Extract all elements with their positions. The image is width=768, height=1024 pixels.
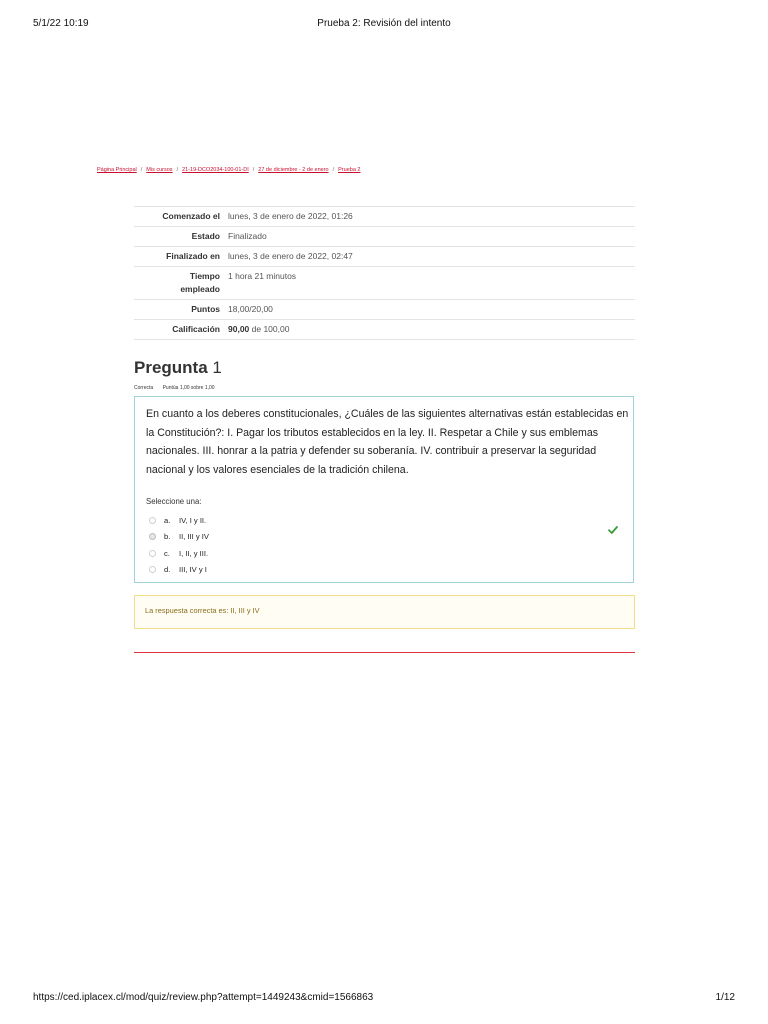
select-one-label: Seleccione una: — [146, 497, 202, 506]
radio-button[interactable] — [149, 517, 156, 524]
question-label: Pregunta — [134, 358, 208, 377]
breadcrumb-separator: / — [252, 167, 255, 173]
summary-value: lunes, 3 de enero de 2022, 01:26 — [228, 211, 353, 221]
summary-label: Calificación — [172, 324, 220, 334]
question-number: 1 — [212, 358, 222, 377]
summary-value — [228, 320, 635, 340]
summary-label: Comenzado el — [162, 211, 220, 221]
summary-row-points — [134, 300, 635, 320]
answer-option-b[interactable] — [149, 529, 209, 546]
breadcrumb-separator: / — [140, 167, 143, 173]
question-info — [134, 385, 223, 391]
grade-max: de 100,00 — [249, 324, 290, 334]
print-date: 5/1/22 10:19 — [33, 18, 89, 29]
option-letter: d. — [164, 565, 171, 575]
option-letter: c. — [164, 548, 170, 558]
summary-value: 1 hora 21 minutos — [228, 271, 297, 281]
summary-label-line: empleado — [180, 284, 220, 294]
attempt-summary-table — [134, 206, 635, 340]
breadcrumb-quiz[interactable]: Prueba 2 — [338, 167, 361, 173]
check-icon — [608, 525, 618, 535]
breadcrumb-separator: / — [332, 167, 335, 173]
question-text: En cuanto a los deberes constitucionales, ¿Cuáles de las siguientes alternativas están establecidas en la Constitución?: I. Pagar los tributos establecidos en la ley. II. Respetar a Chile y sus emblemas nacionales. III. honrar a la patria y defender su soberanía. IV. contribuir a preservar la seguridad nacional y los valores esenciales de la tradición chilena. — [146, 408, 629, 477]
question-box — [134, 396, 634, 583]
summary-value: 18,00/20,00 — [228, 304, 273, 314]
summary-row-time-taken — [134, 267, 635, 300]
breadcrumb-my-courses[interactable]: Mis cursos — [146, 167, 173, 173]
print-footer — [33, 992, 735, 1006]
option-letter: a. — [164, 515, 171, 525]
summary-label: Estado — [191, 231, 220, 241]
summary-label: Finalizado en — [166, 251, 220, 261]
option-text: IV, I y II. — [179, 515, 207, 525]
option-letter: b. — [164, 532, 171, 542]
summary-row-grade — [134, 320, 635, 340]
summary-label — [134, 267, 228, 300]
grade-value: 90,00 — [228, 324, 250, 334]
question-heading — [134, 358, 222, 378]
answer-option-c[interactable] — [149, 545, 209, 562]
summary-label: Puntos — [191, 304, 220, 314]
print-title: Prueba 2: Revisión del intento — [317, 18, 451, 29]
summary-row-started — [134, 207, 635, 227]
print-url: https://ced.iplacex.cl/mod/quiz/review.php?attempt=1449243&cmid=1566863 — [33, 992, 374, 1003]
print-header — [33, 18, 735, 32]
option-text: II, III y IV — [179, 532, 209, 542]
breadcrumb-course[interactable]: 21-19-DCO2034-100-01-DI — [182, 167, 249, 173]
question-score: Puntúa 1,00 sobre 1,00 — [162, 385, 215, 391]
print-page-number: 1/12 — [715, 992, 735, 1003]
option-text: I, II, y III. — [179, 548, 209, 558]
radio-button[interactable] — [149, 550, 156, 557]
radio-button-selected[interactable] — [149, 533, 156, 540]
breadcrumb-home[interactable]: Página Principal — [97, 167, 137, 173]
correct-answer-text: La respuesta correcta es: II, III y IV — [145, 606, 260, 615]
summary-value: lunes, 3 de enero de 2022, 02:47 — [228, 251, 353, 261]
answer-option-a[interactable] — [149, 512, 209, 529]
answer-options — [149, 512, 209, 578]
breadcrumb-separator: / — [176, 167, 179, 173]
option-text: III, IV y I — [179, 565, 207, 575]
question-status: Correcta — [134, 385, 154, 391]
summary-label-line: Tiempo — [189, 271, 220, 281]
question-divider — [134, 652, 635, 653]
breadcrumb-week[interactable]: 27 de diciembre - 2 de enero — [258, 167, 329, 173]
summary-row-finished — [134, 247, 635, 267]
radio-button[interactable] — [149, 566, 156, 573]
summary-value: Finalizado — [228, 231, 267, 241]
breadcrumb — [97, 167, 360, 173]
answer-option-d[interactable] — [149, 562, 209, 579]
correct-answer-box — [134, 595, 635, 629]
summary-row-state — [134, 227, 635, 247]
